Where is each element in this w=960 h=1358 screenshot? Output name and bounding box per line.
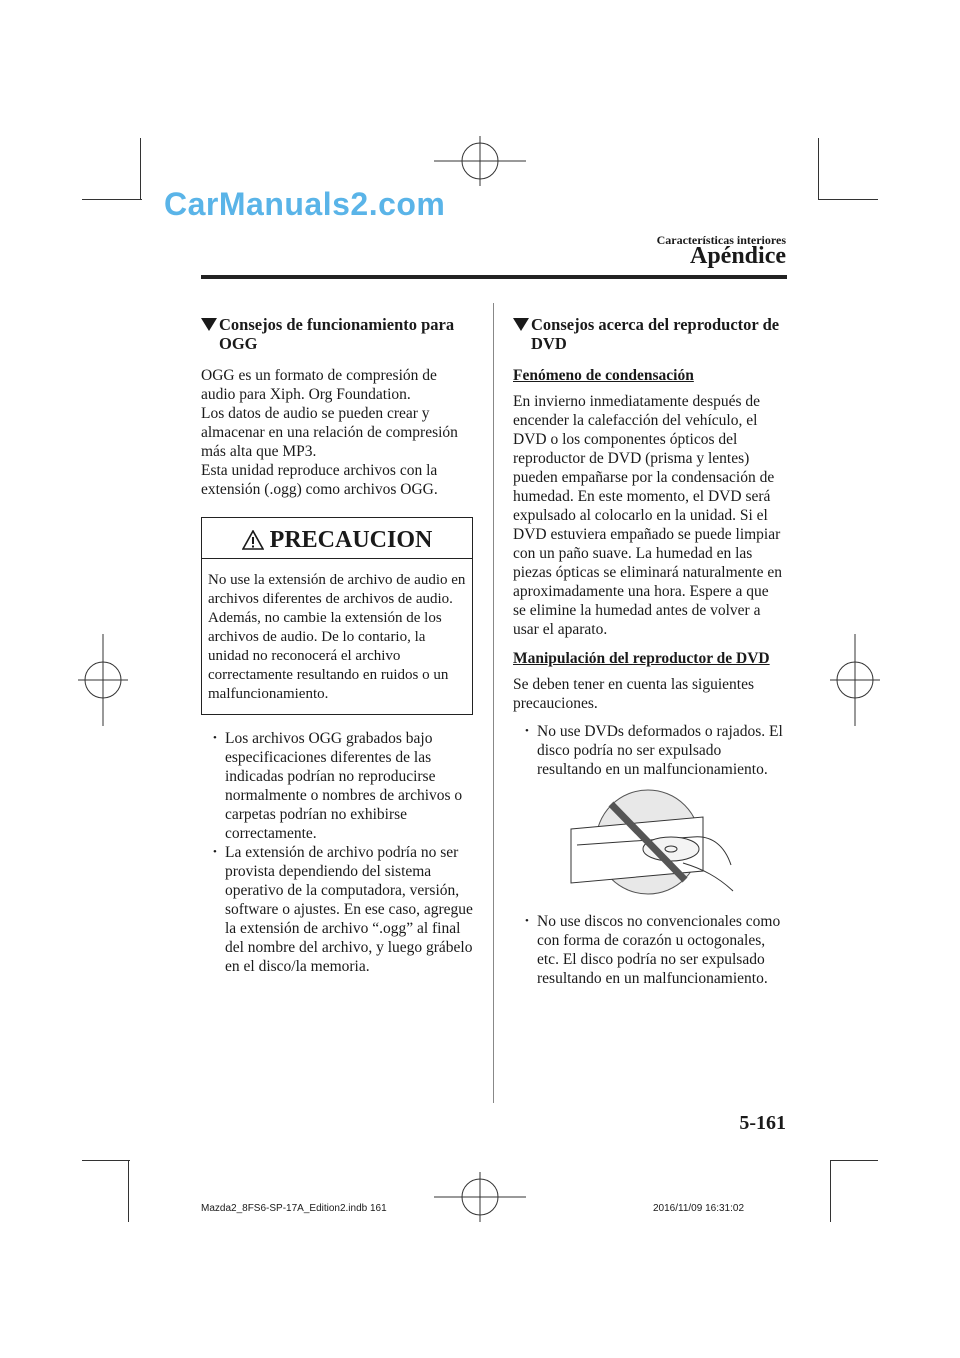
triangle-icon bbox=[513, 318, 529, 331]
no-deformed-disc-illustration bbox=[553, 787, 743, 897]
paragraph: Los datos de audio se pueden crear y almacenar en una relación de compresión más alta que MP3. bbox=[201, 405, 458, 460]
warning-icon bbox=[242, 530, 264, 550]
paragraph: Esta unidad reproduce archivos con la extensión (.ogg) como archivos OGG. bbox=[201, 462, 438, 498]
paragraph: Se deben tener en cuenta las siguientes precauciones. bbox=[513, 676, 755, 712]
list-item: • Los archivos OGG grabados bajo especificaciones diferentes de las indicadas podrían no reproducirse normalmente o nombres de archivos o carpetas podrían no exhibirse correctamente. bbox=[213, 729, 473, 843]
paragraph: OGG es un formato de compresión de audio para Xiph. Org Foundation. bbox=[201, 367, 437, 403]
crop-mark bbox=[830, 1160, 878, 1161]
crop-mark bbox=[140, 138, 141, 200]
crop-mark bbox=[818, 199, 878, 200]
triangle-icon bbox=[201, 318, 217, 331]
left-column bbox=[201, 315, 473, 976]
right-column bbox=[513, 315, 785, 988]
crop-mark bbox=[128, 1160, 129, 1222]
footer-timestamp: 2016/11/09 16:31:02 bbox=[653, 1203, 745, 1214]
registration-target-icon bbox=[830, 634, 880, 726]
footer-filename: Mazda2_8FS6-SP-17A_Edition2.indb 161 bbox=[201, 1203, 387, 1214]
bullet-list bbox=[213, 729, 473, 976]
list-item: • No use discos no convencionales como con forma de corazón u octogonales, etc. El disco podría no ser expulsado resultando en un malfuncionamiento. bbox=[525, 912, 785, 988]
section-subtitle: Características interiores bbox=[656, 233, 786, 247]
crop-mark bbox=[82, 1160, 130, 1161]
heading-text: Consejos de funcionamiento para OGG bbox=[219, 315, 455, 353]
watermark-logo: CarManuals2.com bbox=[164, 186, 446, 222]
crop-mark bbox=[818, 138, 819, 200]
bullet-list bbox=[525, 722, 785, 779]
section-heading bbox=[513, 315, 785, 353]
header-rule bbox=[201, 275, 787, 279]
caution-title bbox=[202, 518, 472, 559]
heading-text: Consejos acerca del reproductor de DVD bbox=[531, 315, 780, 353]
list-item: • No use DVDs deformados o rajados. El disco podría no ser expulsado resultando en un malfuncionamiento. bbox=[525, 722, 785, 779]
crop-mark bbox=[830, 1160, 831, 1222]
subheading: Fenómeno de condensación bbox=[513, 367, 694, 384]
caution-text: No use la extensión de archivo de audio en archivos diferentes de archivos de audio. Además, no cambie la extensión de los archivos de audio. De lo contario, la unidad no reconocerá el archivo correctamente resultando en ruidos o un malfuncionamiento. bbox=[208, 572, 466, 702]
column-divider bbox=[493, 303, 494, 1103]
list-item: • La extensión de archivo podría no ser provista dependiendo del sistema operativo de la computadora, versión, software o ajustes. En ese caso, agregue la extensión de archivo “.ogg” al final del nombre del archivo, y luego grábelo en el disco/la memoria. bbox=[213, 843, 473, 976]
subheading: Manipulación del reproductor de DVD bbox=[513, 650, 770, 667]
caution-box bbox=[201, 517, 473, 715]
bullet-list bbox=[525, 912, 785, 988]
registration-target-icon bbox=[78, 634, 128, 726]
crop-mark bbox=[82, 199, 142, 200]
registration-target-icon bbox=[434, 1172, 526, 1222]
paragraph: En invierno inmediatamente después de encender la calefacción del vehículo, el DVD o los componentes ópticos del reproductor de DVD (prisma y lentes) pueden empañarse por la condensación de humedad. En este momento, el DVD será expulsado al colocarlo en la unidad. Si el DVD estuviera empañado se puede limpiar con un paño suave. La humedad en las piezas ópticas se eliminará naturalmente en aproximadamente una hora. Espere a que se elimine la humedad antes de volver a usar el aparato. bbox=[513, 393, 782, 638]
section-heading bbox=[201, 315, 473, 353]
section-title: Apéndice bbox=[690, 243, 786, 269]
page-number: 5-161 bbox=[739, 1112, 786, 1134]
caution-title-text: PRECAUCION bbox=[269, 527, 433, 553]
registration-target-icon bbox=[434, 136, 526, 186]
